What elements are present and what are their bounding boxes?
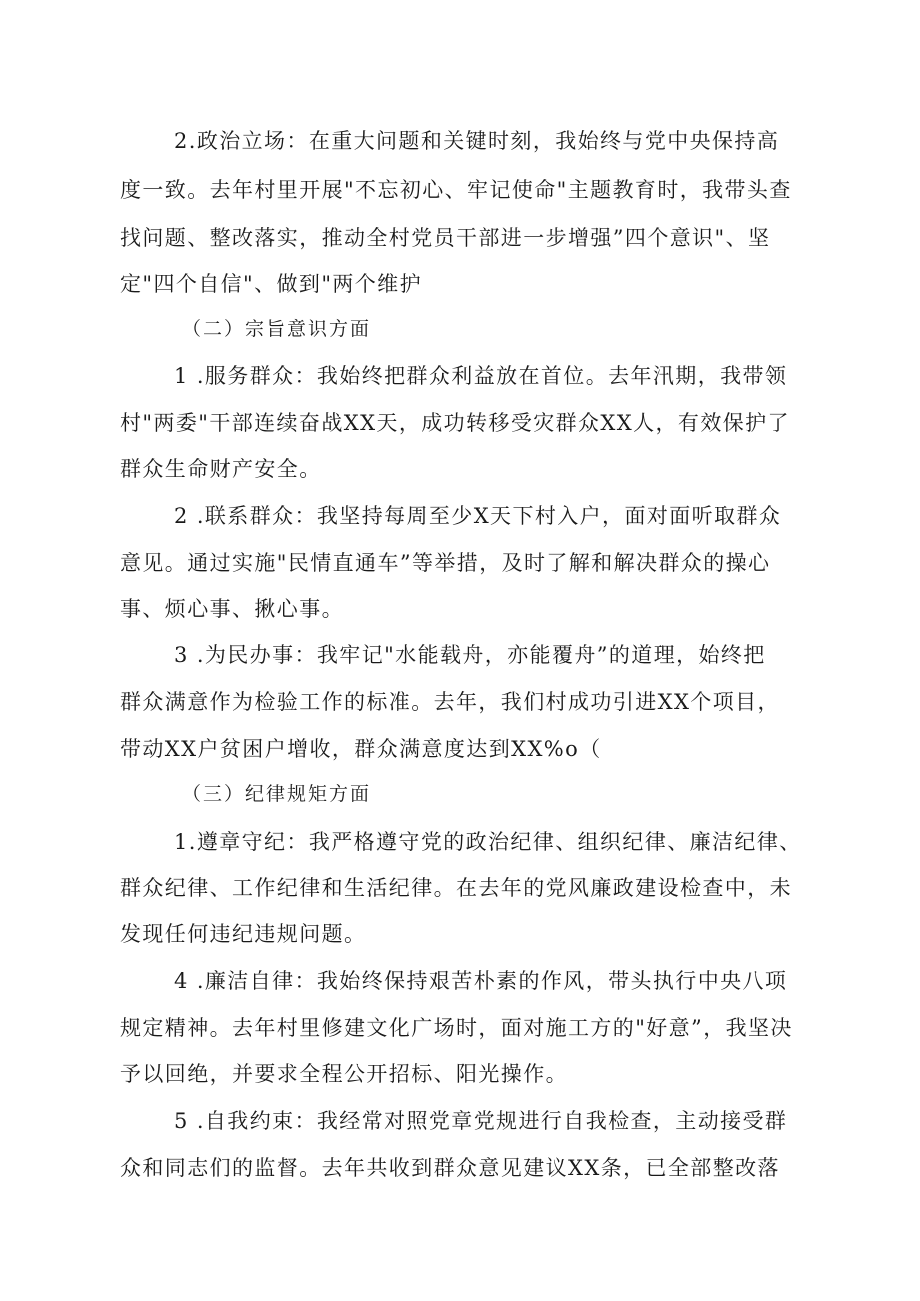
paragraph-follow-rules-line-3: 发现任何违纪违规问题。 [120,922,367,946]
paragraph-serve-people-line-1: 3 .为民办事：我牢记"水能载舟，亦能覆舟”的道理，始终把 [174,643,766,667]
section-heading-purpose-awareness: （二）宗旨意识方面 [182,318,372,340]
paragraph-serve-masses-line-1: 1 .服务群众：我始终把群众利益放在首位。去年汛期，我带领 [174,364,788,388]
paragraph-self-restraint-line-2: 众和同志们的监督。去年共收到群众意见建议XX条，已全部整改落 [120,1156,780,1180]
paragraph-self-restraint-line-1: 5 .自我约束：我经常对照党章党规进行自我检查，主动接受群 [174,1109,788,1133]
paragraph-follow-rules-line-1: 1.遵章守纪：我严格遵守党的政治纪律、组织纪律、廉洁纪律、 [174,830,802,854]
paragraph-political-stance-line-3: 找问题、整改落实，推动全村党员干部进一步增强”四个意识"、坚 [120,226,771,250]
paragraph-contact-masses-line-2: 意见。通过实施"民情直通车”等举措，及时了解和解决群众的操心 [120,551,771,575]
paragraph-follow-rules-line-2: 群众纪律、工作纪律和生活纪律。在去年的党风廉政建设检查中，未 [120,876,792,900]
paragraph-serve-people-line-2: 群众满意作为检验工作的标准。去年，我们村成功引进XX个项目， [120,690,780,714]
paragraph-integrity-line-1: 4 .廉洁自律：我始终保持艰苦朴素的作风，带头执行中央八项 [174,969,788,993]
section-heading-discipline-rules: （三）纪律规矩方面 [182,783,372,805]
paragraph-serve-masses-line-2: 村"两委"干部连续奋战XX天，成功转移受灾群众XX人，有效保护了 [120,411,790,435]
paragraph-contact-masses-line-1: 2 .联系群众：我坚持每周至少X天下村入户，面对面听取群众 [174,504,782,528]
paragraph-contact-masses-line-3: 事、烦心事、揪心事。 [120,597,344,621]
paragraph-integrity-line-3: 予以回绝，并要求全程公开招标、阳光操作。 [120,1062,568,1086]
paragraph-political-stance-line-1: 2.政治立场：在重大问题和关键时刻，我始终与党中央保持高 [174,129,780,153]
paragraph-political-stance-line-4: 定"四个自信"、做到"两个维护 [120,272,422,296]
paragraph-integrity-line-2: 规定精神。去年村里修建文化广场时，面对施工方的"好意”，我坚决 [120,1016,793,1040]
paragraph-serve-people-line-3: 带动XX户贫困户增收，群众满意度达到XX%o（ [120,737,602,761]
paragraph-political-stance-line-2: 度一致。去年村里开展"不忘初心、牢记使命"主题教育时，我带头查 [120,178,792,202]
paragraph-serve-masses-line-3: 群众生命财产安全。 [120,457,322,481]
